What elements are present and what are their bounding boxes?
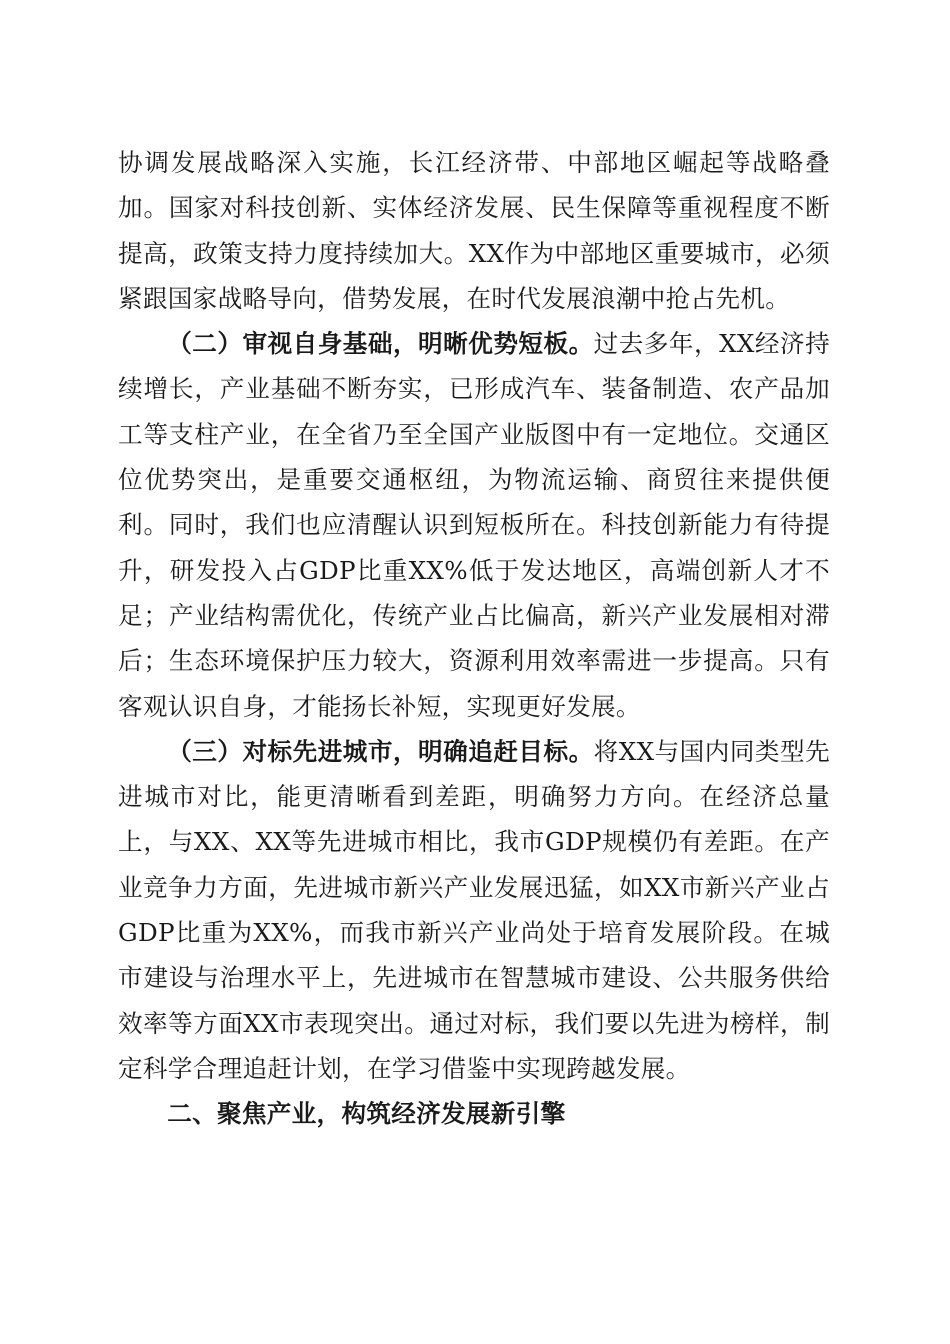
paragraph-text: 将XX与国内同类型先进城市对比，能更清晰看到差距，明确努力方向。在经济总量上，与XX、XX等先进城市相比，我市GDP规模仍有差距。在产业竞争力方面，先进城市新兴产业发展迅猛，如XX市新兴产业占GDP比重为XX%，而我市新兴产业尚处于培育发展阶段。在城市建设与治理水平上，先进城市在智慧城市建设、公共服务供给效率等方面XX市表现突出。通过对标，我们要以先进为榜样，制定科学合理追赶计划，在学习借鉴中实现跨越发展。 xyxy=(118,736,830,1083)
paragraph-lead-heading: （二）审视自身基础，明晰优势短板。 xyxy=(167,329,594,359)
section-heading: 二、聚焦产业，构筑经济发展新引擎 xyxy=(167,1099,566,1129)
document-body xyxy=(118,140,830,1137)
paragraph-section-3 xyxy=(118,729,830,1091)
paragraph-lead-heading: （三）对标先进城市，明确追赶目标。 xyxy=(167,736,594,766)
paragraph-text: 过去多年，XX经济持续增长，产业基础不断夯实，已形成汽车、装备制造、农产品加工等支柱产业，在全省乃至全国产业版图中有一定地位。交通区位优势突出，是重要交通枢纽，为物流运输、商贸往来提供便利。同时，我们也应清醒认识到短板所在。科技创新能力有待提升，研发投入占GDP比重XX%低于发达地区，高端创新人才不足；产业结构需优化，传统产业占比偏高，新兴产业发展相对滞后；生态环境保护压力较大，资源利用效率需进一步提高。只有客观认识自身，才能扬长补短，实现更好发展。 xyxy=(118,329,830,721)
paragraph-continuation xyxy=(118,140,830,321)
paragraph-text: 协调发展战略深入实施，长江经济带、中部地区崛起等战略叠加。国家对科技创新、实体经济发展、民生保障等重视程度不断提高，政策支持力度持续加大。XX作为中部地区重要城市，必须紧跟国家战略导向，借势发展，在时代发展浪潮中抢占先机。 xyxy=(118,148,830,313)
paragraph-section-2 xyxy=(118,321,830,729)
